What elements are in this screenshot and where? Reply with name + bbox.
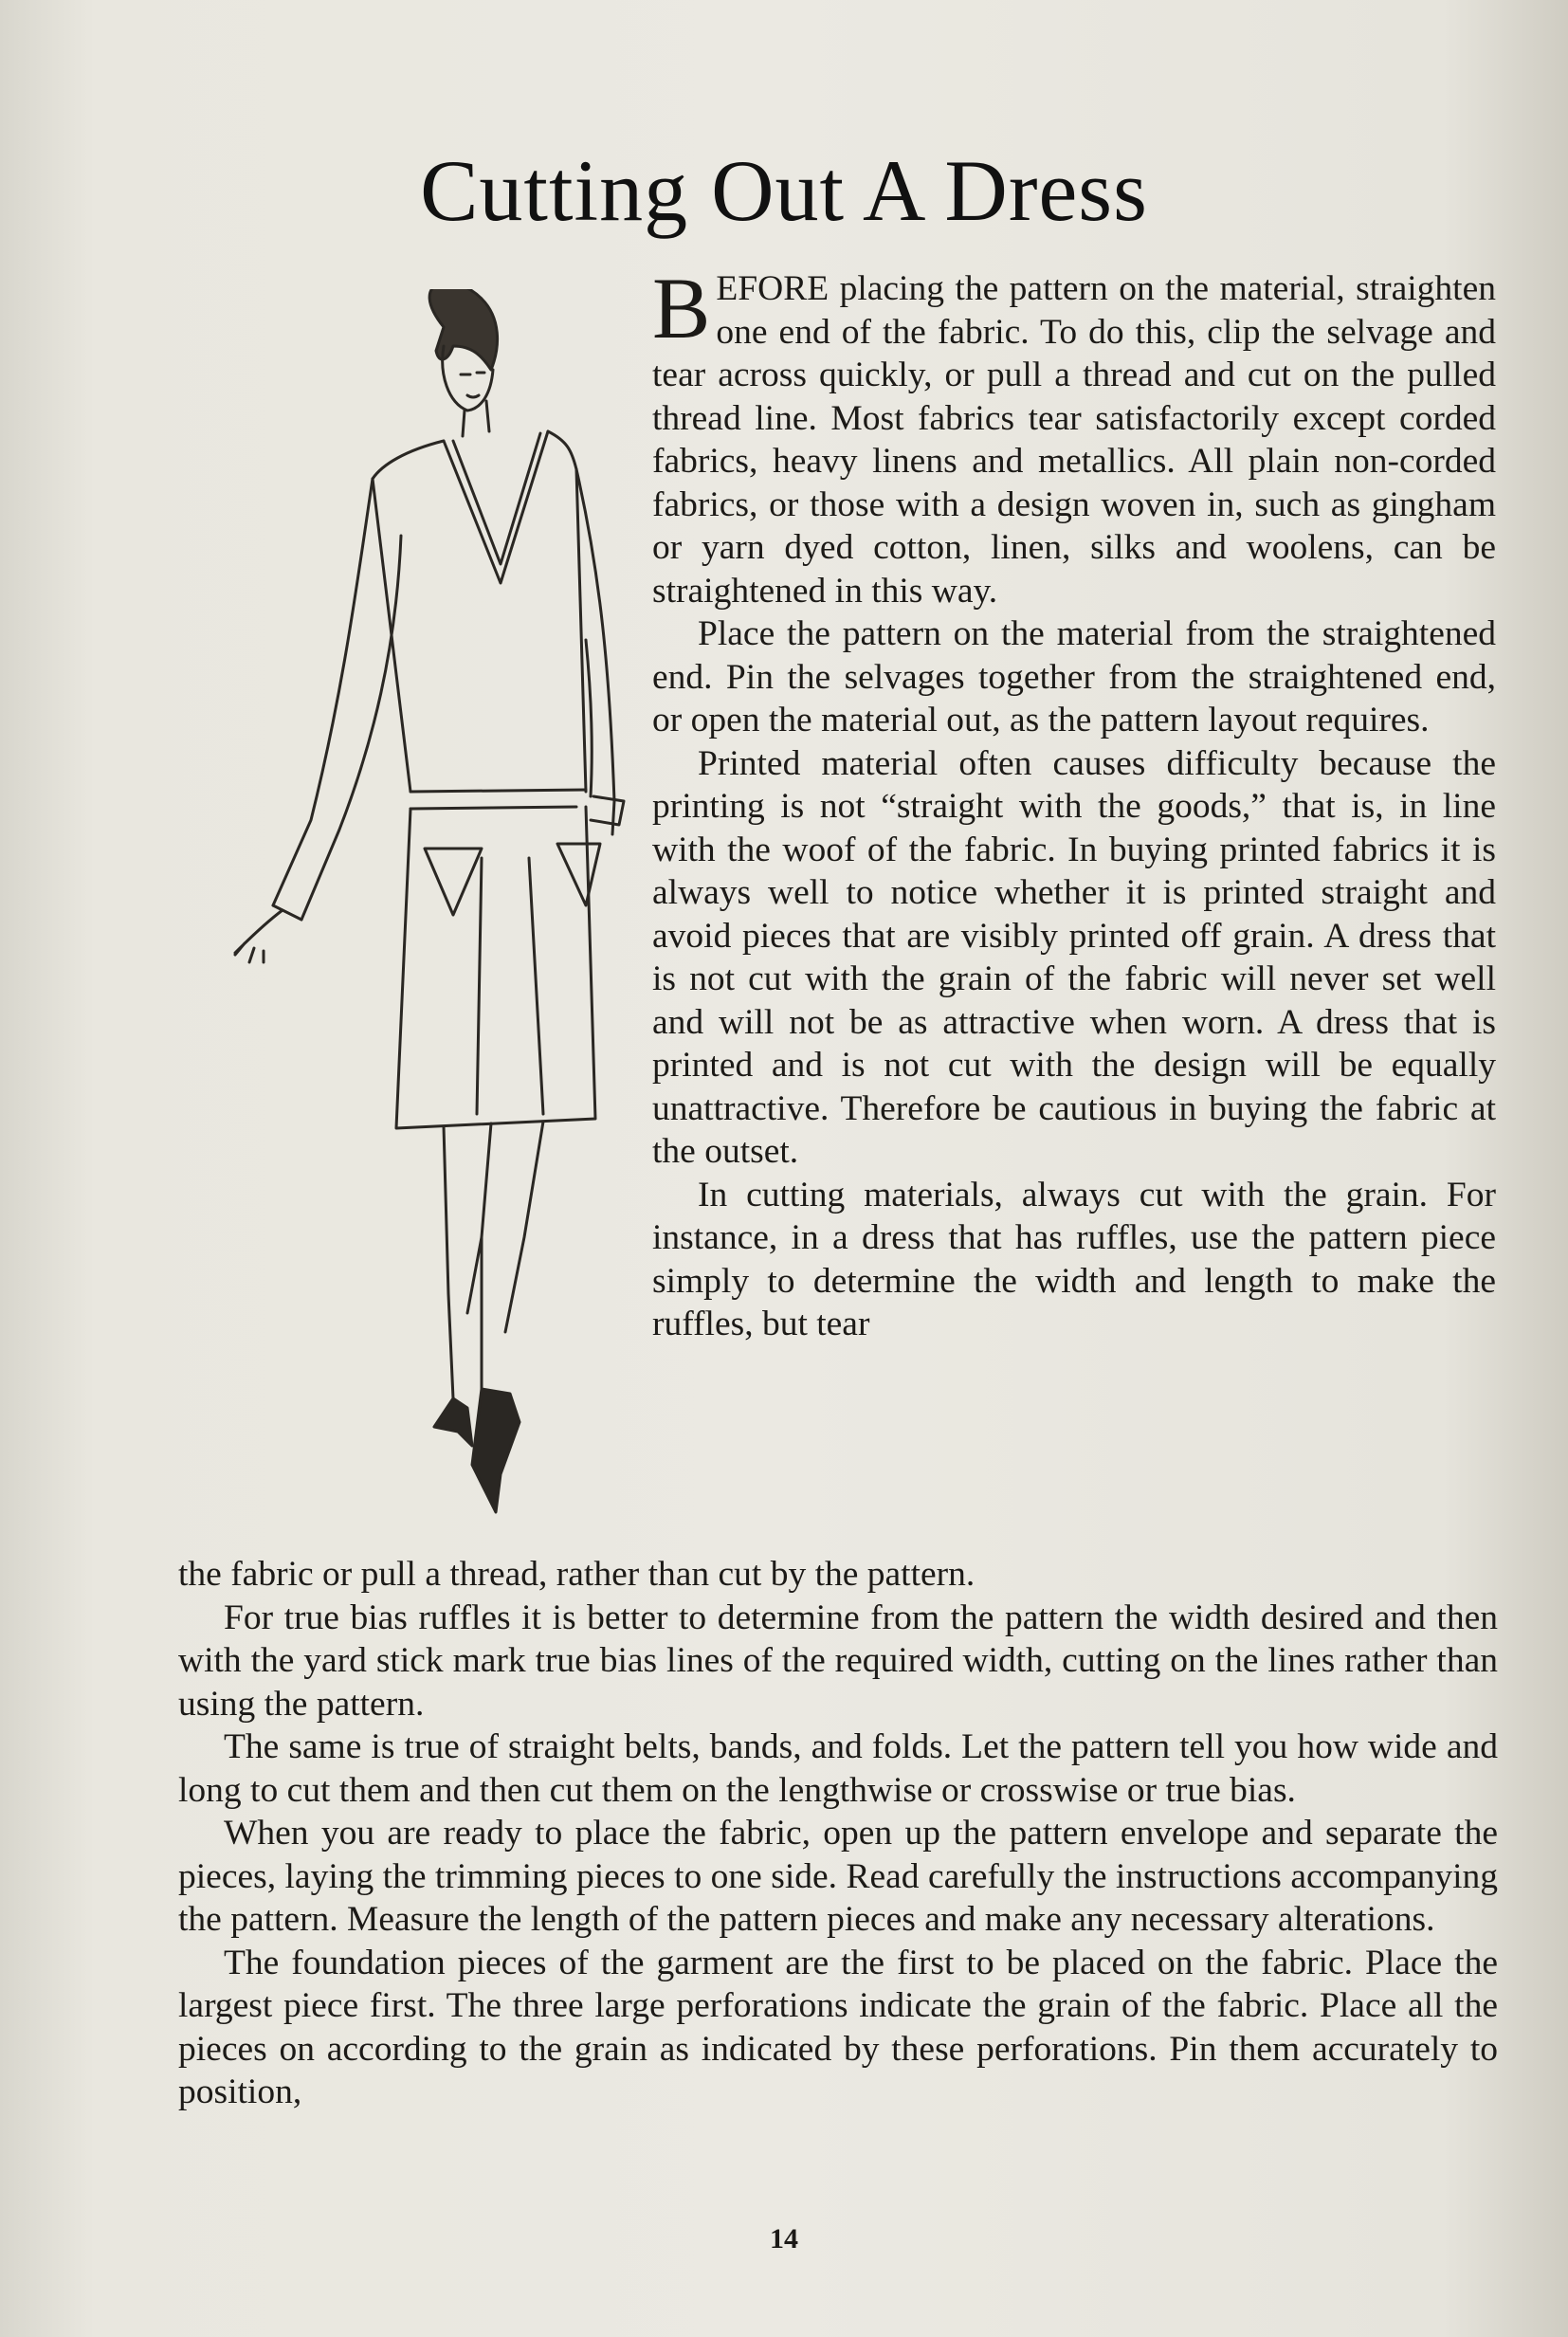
column-text (652, 260, 1496, 1346)
dress-illustration (169, 289, 643, 1522)
page-title: Cutting Out A Dress (420, 142, 1148, 239)
paragraph: The same is true of straight belts, bands, and folds. Let the pattern tell you how wide and long to cut them and then cut them on the lengthwise or crosswise or true bias. (178, 1727, 1498, 1810)
page-number: 14 (770, 2223, 798, 2255)
paragraph: In cutting materials, always cut with the grain. For instance, in a dress that has ruffles, use the pattern piece simply to determine the width and length to make the ruffles, but tear (652, 1175, 1496, 1343)
paragraph: the fabric or pull a thread, rather than cut by the pattern. (178, 1555, 975, 1594)
full-width-text (178, 1553, 1498, 2114)
paragraph: Place the pattern on the material from the straightened end. Pin the selvages together from the straightened end, or open the material out, as the pattern layout requires. (652, 614, 1496, 739)
paragraph: When you are ready to place the fabric, open up the pattern envelope and separate the pieces, laying the trimming pieces to one side. Read carefully the instructions accompanying the pattern. Measure the length of the pattern pieces and make any necessary alterations. (178, 1814, 1498, 1939)
paragraph: Printed material often causes difficulty because the printing is not “straight with the goods,” that is, in line with the woof of the fabric. In buying printed fabrics it is always well to notice whether it is printed straight and avoid pieces that are visibly printed off grain. A dress that is not cut with the grain of the fabric will never set well and will not be as attractive when worn. A dress that is printed and is not cut with the design will be equally unattractive. Therefore be cautious in buying the fabric at the outset. (652, 743, 1496, 1171)
paragraph: For true bias ruffles it is better to determine from the pattern the width desired and then with the yard stick mark true bias lines of the required width, cutting on the lines rather than using the pattern. (178, 1598, 1498, 1724)
drop-cap: B (652, 260, 711, 356)
paragraph: The foundation pieces of the garment are the first to be placed on the fabric. Place the largest piece first. The three large perforations indicate the grain of the fabric. Place all the pieces on according to the grain as indicated by these perforations. Pin them accurately to position, (178, 1943, 1498, 2111)
paragraph: BEFORE placing the pattern on the material, straighten one end of the fabric. To do this, clip the selvage and tear across quickly, or pull a thread and cut on the pulled thread line. Most fabrics tear satisfactorily except corded fabrics, heavy linens and metallics. All plain non-corded fabrics, or those with a design woven in, such as gingham or yarn dyed cotton, linen, silks and woolens, can be straightened in this way. (652, 260, 1496, 611)
